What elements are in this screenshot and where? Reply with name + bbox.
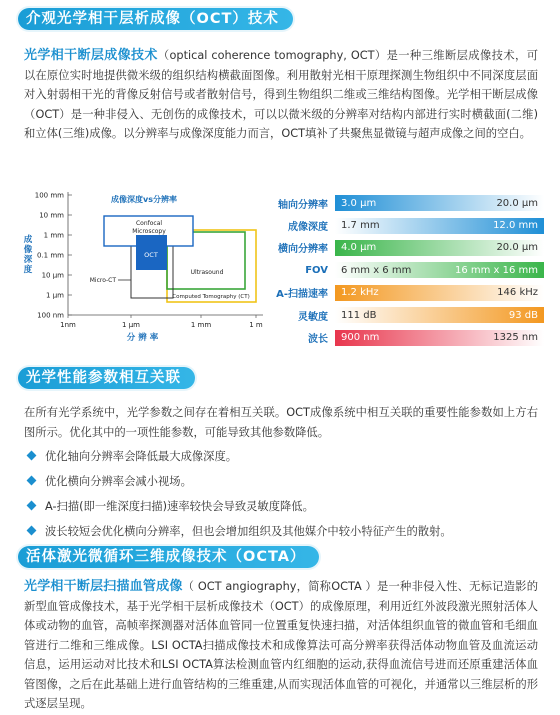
metric-high-value: 16 mm x 16 mm <box>454 264 538 276</box>
diamond-bullet-icon <box>27 526 37 536</box>
metric-gradient-bar <box>335 262 544 278</box>
diamond-bullet-icon <box>27 451 37 461</box>
y-tick-label: 1 mm <box>43 231 64 240</box>
octa-body-text: （ OCT angiography，简称OCTA ）是一种非侵入性、无标记造影的新型血管成像技术，基于光学相干层析成像技术（OCT）的成像原理，利用近红外波段激光照射活体人体或动物的血管，高帧率探测器对活体血管同一位置重复快速扫描，对活体组织血管的微血管和毛细血管进行二维和三维成像。LSI OCTA扫描成像技术和成像算法可高分辨率获得活体动物血管及血流运动信息，运用运动对比技术和LSI OCTA算法检测血管内红细胞的运动,获得血流信号进而还原重建活体血管图像，之后在此基础上进行血管结构的三维重建,从而实现活体血管的可视化，并通常以三维层析的形式逐层呈现。 <box>24 580 538 710</box>
metric-gradient-bar <box>335 218 544 234</box>
diagram-title: 成像深度vs分辨率 <box>111 195 177 204</box>
metric-label: A-扫描速率 <box>276 289 328 301</box>
metrics-table <box>264 192 544 349</box>
bullet-item <box>26 518 546 543</box>
metric-gradient-bar <box>335 330 544 346</box>
bullet-text: A-扫描(即一维深度扫描)速率较快会导致灵敏度降低。 <box>45 499 314 513</box>
metric-low-value: 3.0 μm <box>341 197 377 209</box>
x-tick-label: 1 mm <box>190 321 212 329</box>
metric-gradient-bar <box>335 307 544 323</box>
svg-text:成像深度: 成像深度 <box>23 235 33 275</box>
section-banner-octa: 活体激光微循环三维成像技术（OCTA） <box>18 546 319 568</box>
bullet-item <box>26 493 546 518</box>
metric-row <box>264 237 544 259</box>
metric-row <box>264 304 544 326</box>
x-tick-label: 1 μm <box>122 321 140 329</box>
section-banner-oct: 介观光学相干层析成像（OCT）技术 <box>18 8 293 30</box>
metric-high-value: 20.0 μm <box>496 197 538 209</box>
diamond-bullet-icon <box>27 501 37 511</box>
label-microscopy: Microscopy <box>132 228 166 235</box>
label-oct: OCT <box>144 251 158 259</box>
bullet-text: 优化横向分辨率会减小视场。 <box>45 474 192 488</box>
metric-row <box>264 282 544 304</box>
oct-lead-term: 光学相干断层成像技术 <box>24 48 158 63</box>
metric-high-value: 20.0 μm <box>496 242 538 254</box>
bullet-text: 波长较短会优化横向分辨率，但也会增加组织及其他媒介中较小特征产生的散射。 <box>45 524 452 538</box>
metric-gradient-bar <box>335 285 544 301</box>
label-micro-ct: Micro-CT <box>89 277 116 284</box>
diamond-bullet-icon <box>27 476 37 486</box>
oct-body-text: （optical coherence tomography, OCT）是一种三维断层成像技术，可以在原位实时地提供微米级的组织结构横截面图像。利用散射光相干原理探测生物组织中不同深度层面对入射弱相干光的背像反射信号或者散射信号，得到生物组织二维或三维结构图像。光学相干断层成像（OCT）是一种非侵入、无创伤的成像技术，可以以微米级的分辨率对结构内部进行实时横截面(二维)和立体(三维)成像。以分辨率与成像深度能力而言，OCT填补了共聚焦显微镜与超声成像之间的空白。 <box>24 49 538 140</box>
x-tick-label: 1nm <box>60 321 76 329</box>
metric-gradient-bar <box>335 240 544 256</box>
metric-label: FOV <box>305 264 328 276</box>
metric-low-value: 900 nm <box>341 332 380 344</box>
metric-label: 灵敏度 <box>298 311 328 323</box>
metric-low-value: 1.7 mm <box>341 220 380 232</box>
metric-label: 波长 <box>308 334 328 346</box>
y-axis-ticks <box>35 192 72 320</box>
bullet-item <box>26 443 546 468</box>
bullet-text: 优化轴向分辨率会降低最大成像深度。 <box>45 449 238 463</box>
metric-row <box>264 214 544 236</box>
y-tick-label: 0.1 mm <box>37 251 64 260</box>
y-tick-label: 10 mm <box>39 211 64 220</box>
metric-row <box>264 259 544 281</box>
y-tick-label: 100 mm <box>34 191 64 200</box>
metric-label: 轴向分辨率 <box>278 199 328 211</box>
metric-high-value: 12.0 mm <box>493 220 538 232</box>
metric-low-value: 111 dB <box>341 309 377 321</box>
y-tick-label: 10 μm <box>41 271 64 280</box>
metric-high-value: 146 kHz <box>497 287 538 299</box>
x-axis-ticks <box>60 315 263 329</box>
metric-row <box>264 326 544 348</box>
oct-paragraph <box>24 46 538 144</box>
metric-high-value: 1325 nm <box>493 332 538 344</box>
metric-high-value: 93 dB <box>508 309 538 321</box>
label-confocal: Confocal <box>135 220 163 227</box>
optical-bullet-list <box>26 443 546 543</box>
depth-vs-resolution-diagram <box>18 182 263 342</box>
label-ultrasound: Ultrasound <box>190 269 224 276</box>
metric-low-value: 6 mm x 6 mm <box>341 264 412 276</box>
bullet-item <box>26 468 546 493</box>
y-tick-label: 1 μm <box>46 291 64 300</box>
y-axis-title <box>24 234 33 275</box>
metric-low-value: 1.2 kHz <box>341 287 379 299</box>
octa-paragraph <box>24 577 538 714</box>
label-ct: Computed Tomography (CT) <box>172 294 250 300</box>
metric-label: 成像深度 <box>288 222 328 234</box>
y-tick-label: 100 nm <box>37 311 64 320</box>
x-tick-label: 1 m <box>249 321 263 329</box>
x-axis-title: 分辨率 <box>126 333 162 342</box>
optical-paragraph: 在所有光学系统中，光学参数之间存在着相互关联。OCT成像系统中相互关联的重要性能参数如上方右图所示。优化其中的一项性能参数，可能导致其他参数降低。 <box>24 406 538 439</box>
metric-gradient-bar <box>335 195 544 211</box>
metric-row <box>264 192 544 214</box>
octa-lead-term: 光学相干断层扫描血管成像 <box>24 579 183 594</box>
metric-low-value: 4.0 μm <box>341 242 377 254</box>
metric-label: 横向分辨率 <box>278 244 328 256</box>
section-banner-optical: 光学性能参数相互关联 <box>18 367 195 389</box>
